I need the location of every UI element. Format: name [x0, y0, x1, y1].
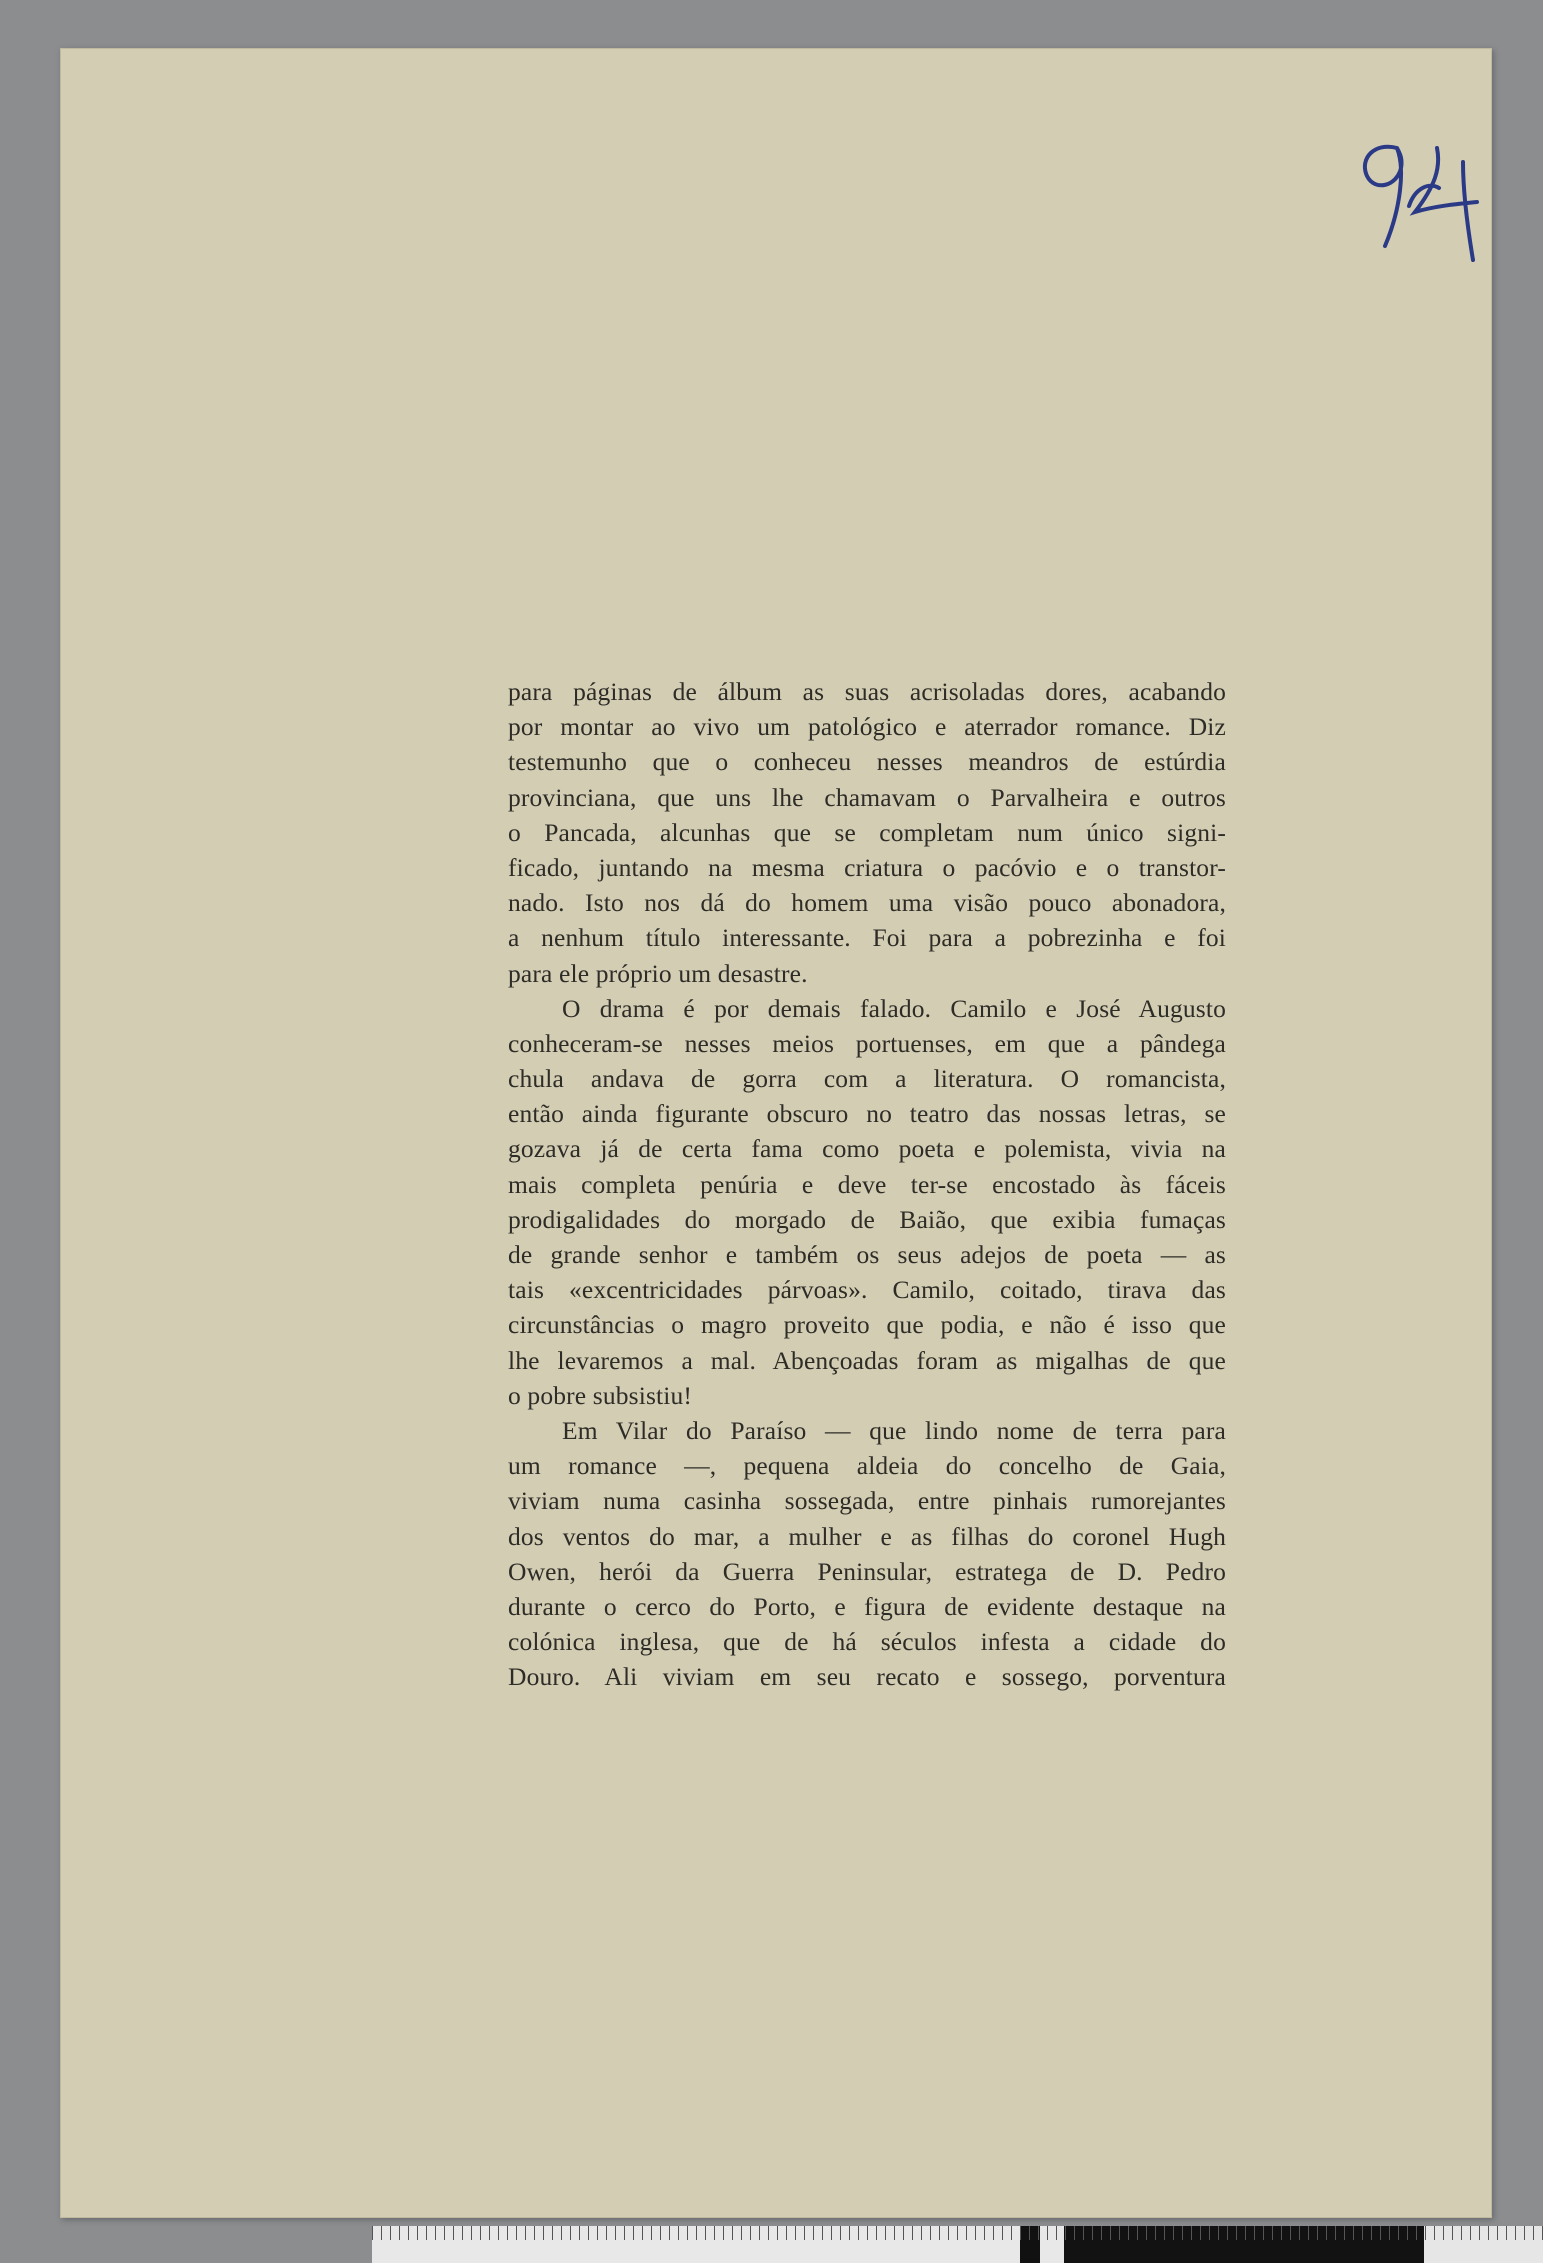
text-line: por montar ao vivo um patológico e aterrador romance. Diz: [508, 712, 1226, 742]
text-line: durante o cerco do Porto, e figura de evidente destaque na: [508, 1591, 1226, 1621]
text-line: viviam numa casinha sossegada, entre pinhais rumorejantes: [508, 1486, 1226, 1516]
text-line: dos ventos do mar, a mulher e as filhas do coronel Hugh: [508, 1521, 1226, 1551]
text-line: chula andava de gorra com a literatura. O romancista,: [508, 1064, 1226, 1094]
text-line: gozava já de certa fama como poeta e polemista, vivia na: [508, 1134, 1226, 1164]
text-line: conheceram-se nesses meios portuenses, em que a pândega: [508, 1028, 1226, 1058]
text-line: o Pancada, alcunhas que se completam num único signi-: [508, 817, 1226, 847]
body-text: [508, 674, 1226, 1694]
handwritten-folio-number: [1345, 128, 1505, 268]
scale-ruler: [372, 2226, 1543, 2263]
text-line: Douro. Ali viviam em seu recato e sossego, porventura: [508, 1662, 1226, 1692]
text-line: então ainda figurante obscuro no teatro das nossas letras, se: [508, 1099, 1226, 1129]
text-line: circunstâncias o magro proveito que podia, e não é isso que: [508, 1310, 1226, 1340]
text-line: Owen, herói da Guerra Peninsular, estratega de D. Pedro: [508, 1556, 1226, 1586]
text-line: ficado, juntando na mesma criatura o pacóvio e o transtor-: [508, 852, 1226, 882]
document-page: [60, 48, 1492, 2218]
text-line: O drama é por demais falado. Camilo e José Augusto: [562, 993, 1226, 1023]
text-line: tais «excentricidades párvoas». Camilo, coitado, tirava das: [508, 1275, 1226, 1305]
text-line: testemunho que o conheceu nesses meandros de estúrdia: [508, 747, 1226, 777]
text-line: para páginas de álbum as suas acrisoladas dores, acabando: [508, 677, 1226, 706]
text-line: lhe levaremos a mal. Abençoadas foram as migalhas de que: [508, 1345, 1226, 1375]
text-line: prodigalidades do morgado de Baião, que exibia fumaças: [508, 1204, 1226, 1234]
text-line: nado. Isto nos dá do homem uma visão pouco abonadora,: [508, 888, 1226, 918]
text-line: um romance —, pequena aldeia do concelho de Gaia,: [508, 1451, 1226, 1481]
text-line: colónica inglesa, que de há séculos infesta a cidade do: [508, 1627, 1226, 1657]
text-line: mais completa penúria e deve ter-se encostado às fáceis: [508, 1169, 1226, 1199]
text-line: para ele próprio um desastre.: [508, 958, 808, 988]
text-line: provinciana, que uns lhe chamavam o Parvalheira e outros: [508, 782, 1226, 812]
text-line: o pobre subsistiu!: [508, 1380, 693, 1410]
text-line: de grande senhor e também os seus adejos de poeta — as: [508, 1240, 1226, 1269]
text-line: Em Vilar do Paraíso — que lindo nome de terra para: [562, 1415, 1226, 1445]
text-line: a nenhum título interessante. Foi para a pobrezinha e foi: [508, 923, 1226, 953]
